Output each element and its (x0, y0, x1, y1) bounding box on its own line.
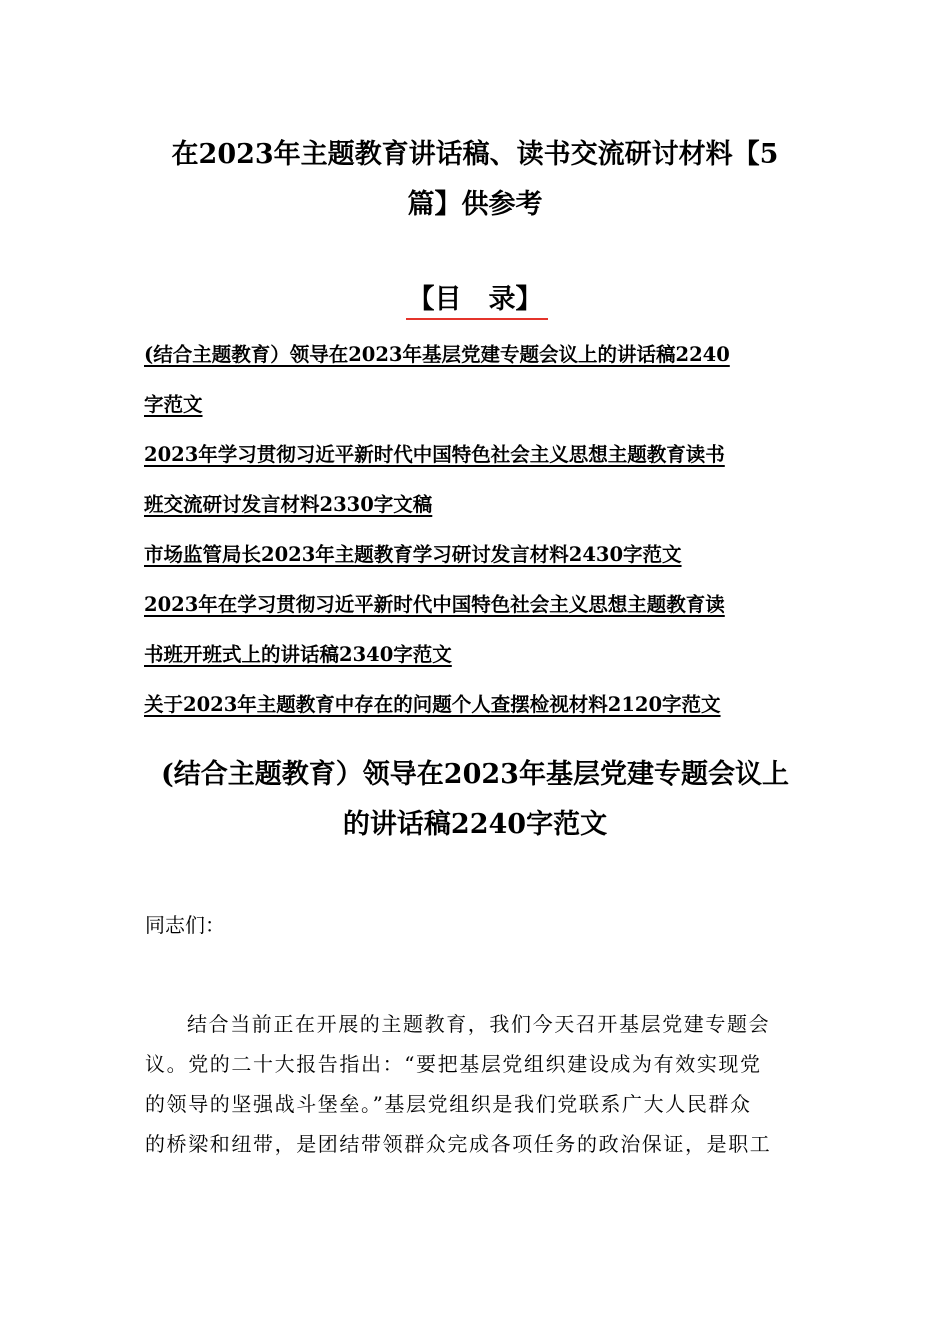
body-line-4: 的桥梁和纽带，是团结带领群众完成各项任务的政治保证，是职工 (145, 1132, 772, 1156)
document-title-line-1: 在2023年主题教育讲话稿、读书交流研讨材料【5 (171, 139, 779, 170)
section-title-line-2: 的讲话稿2240字范文 (342, 809, 608, 840)
toc-heading-underline (406, 318, 548, 320)
toc-entry-5[interactable] (144, 680, 804, 730)
section-title-line-1: (结合主题教育）领导在2023年基层党建专题会议上 (161, 759, 789, 790)
toc-entry-text[interactable]: 书班开班式上的讲话稿2340字范文 (144, 643, 452, 666)
toc-entry-text[interactable]: (结合主题教育）领导在2023年基层党建专题会议上的讲话稿2240 (144, 343, 730, 366)
salutation: 同志们： (145, 913, 225, 937)
body-paragraph (145, 1004, 810, 1164)
toc-entry-1-line-2[interactable] (144, 380, 804, 430)
body-line-1: 结合当前正在开展的主题教育，我们今天召开基层党建专题会 (187, 1012, 771, 1036)
table-of-contents (144, 330, 804, 730)
toc-entry-4-line-2[interactable] (144, 630, 804, 680)
body-line-3: 的领导的坚强战斗堡垒。”基层党组织是我们党联系广大人民群众 (145, 1092, 752, 1116)
toc-entry-3[interactable] (144, 530, 804, 580)
toc-entry-text[interactable]: 2023年在学习贯彻习近平新时代中国特色社会主义思想主题教育读 (144, 593, 725, 616)
toc-entry-text[interactable]: 2023年学习贯彻习近平新时代中国特色社会主义思想主题教育读书 (144, 443, 725, 466)
toc-entry-2-line-1[interactable] (144, 430, 804, 480)
toc-entry-1-line-1[interactable] (144, 330, 804, 380)
toc-entry-text[interactable]: 关于2023年主题教育中存在的问题个人查摆检视材料2120字范文 (144, 693, 721, 716)
toc-entry-4-line-1[interactable] (144, 580, 804, 630)
toc-entry-2-line-2[interactable] (144, 480, 804, 530)
toc-heading: 【目 录】 (407, 284, 543, 315)
toc-entry-text[interactable]: 字范文 (144, 393, 203, 416)
document-title-line-2: 篇】供参考 (407, 189, 543, 220)
body-line-2: 议。党的二十大报告指出：“要把基层党组织建设成为有效实现党 (145, 1052, 762, 1076)
toc-entry-text[interactable]: 班交流研讨发言材料2330字文稿 (144, 493, 433, 516)
toc-entry-text[interactable]: 市场监管局长2023年主题教育学习研讨发言材料2430字范文 (144, 543, 682, 566)
